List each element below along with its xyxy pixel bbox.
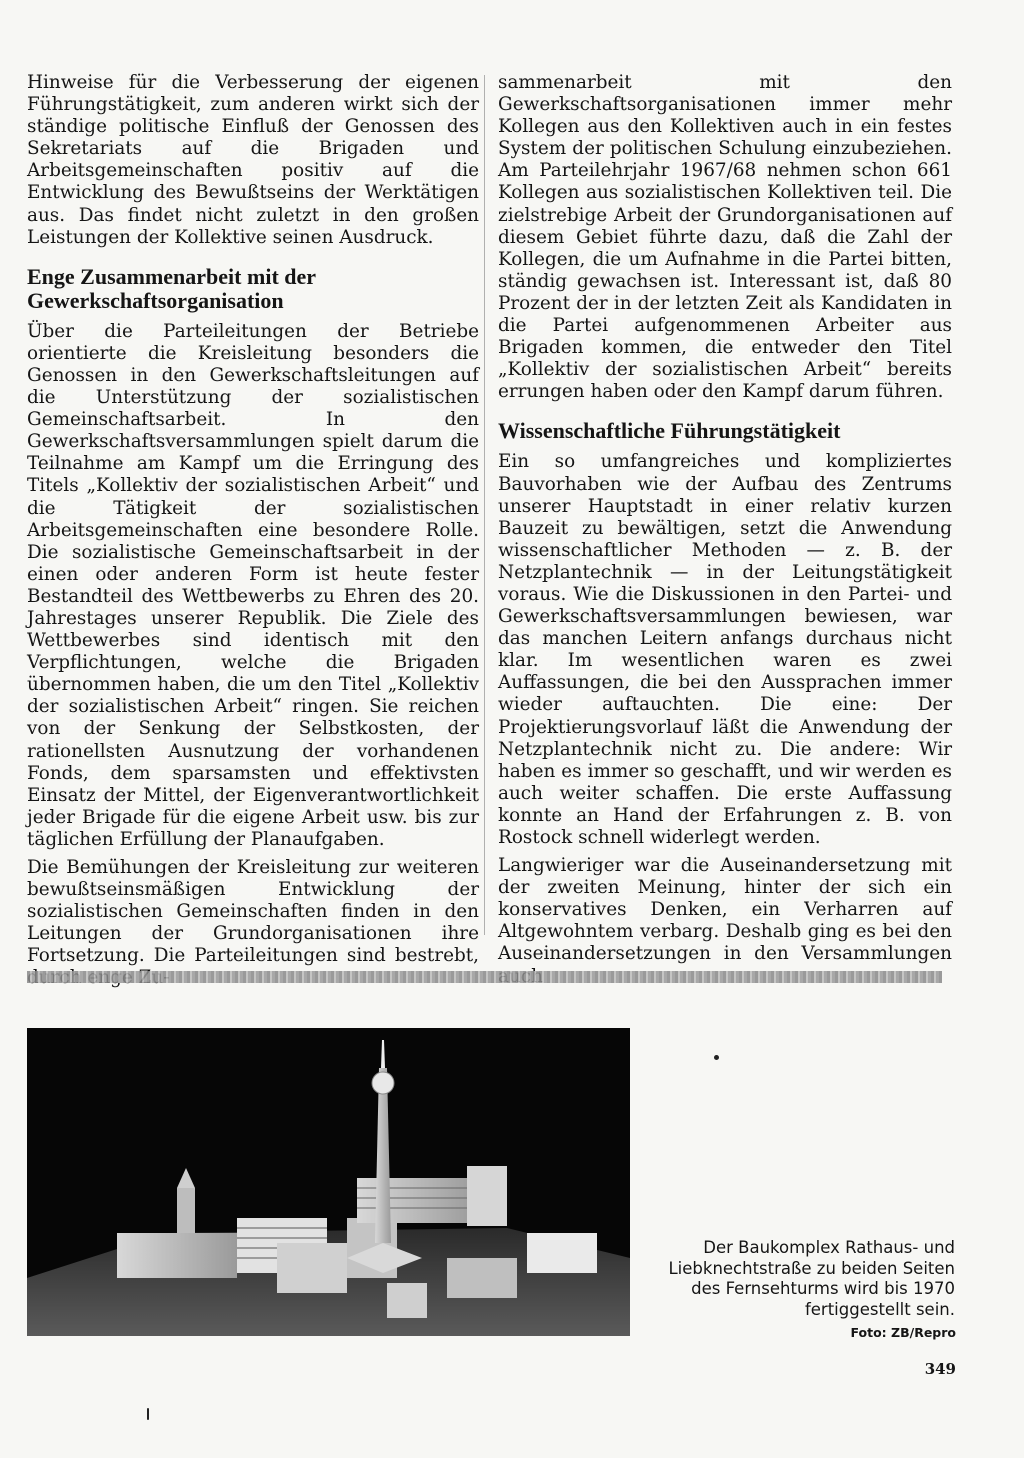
- body-paragraph: sammenarbeit mit den Gewerkschaftsorganisationen immer mehr Kollegen aus den Kollektiven auch in ein festes System der politischen Schulung einzubeziehen. Am Parteilehrjahr 1967/68 nehmen schon 661 Kollegen aus sozialistischen Kollektiven teil. Die zielstrebige Arbeit der Grundorganisationen auf diesem Gebiet führte dazu, daß die Zahl der Kollegen, die um Aufnahme in die Partei bitten, ständig gewachsen ist. Interessant ist, daß 80 Prozent der in der letzten Zeit als Kandidaten in die Partei aufgenommenen Arbeiter aus Brigaden kommen, die entweder den Titel „Kollektiv der sozialistischen Arbeit“ bereits errungen haben oder den Kampf darum führen.: [498, 72, 952, 403]
- page-number: 349: [924, 1360, 956, 1378]
- body-paragraph: Ein so umfangreiches und kompliziertes Bauvorhaben wie der Aufbau des Zentrums unserer Hauptstadt in einer relativ kurzen Bauzeit zu bewältigen, setzt die Anwendung wissenschaftlicher Methoden — z. B. der Netzplantechnik — in der Leitungstätigkeit voraus. Wie die Diskussionen in den Partei- und Gewerkschaftsversammlungen bewiesen, war das manchen Leitern anfangs durchaus nicht klar. Im wesentlichen waren es zwei Auffassungen, die bei den Aussprachen immer wieder auftauchten. Die eine: Der Projektierungsvorlauf läßt die Anwendung der Netzplantechnik nicht zu. Die andere: Wir haben es immer so geschafft, und wir werden es auch weiter schaffen. Die erste Auffassung konnte an Hand der Erfahrungen z. B. von Rostock schnell widerlegt werden.: [498, 451, 952, 848]
- photo-credit: Foto: ZB/Repro: [850, 1325, 956, 1340]
- photo-caption: Der Baukomplex Rathaus- und Liebknechtstraße zu beiden Seiten des Fernsehturms wird bis 1970 fertiggestellt sein.: [668, 1238, 955, 1319]
- section-heading: Wissenschaftliche Führungstätigkeit: [498, 418, 841, 444]
- tv-tower-model-illustration: [27, 1028, 630, 1336]
- right-column: [498, 72, 952, 994]
- section-heading: Enge Zusammenarbeit mit der Gewerkschaftsorganisation: [27, 263, 316, 313]
- column-rule: [484, 75, 485, 935]
- architectural-model-photo: [27, 1028, 630, 1336]
- body-paragraph: Hinweise für die Verbesserung der eigenen Führungstätigkeit, zum anderen wirkt sich der ständige politische Einfluß der Genossen des Sekretariats auf die Brigaden und Arbeitsgemeinschaften positiv auf die Entwicklung des Bewußtseins der Werktätigen aus. Das findet nicht zuletzt in den großen Leistungen der Kollektive seinen Ausdruck.: [27, 72, 479, 248]
- left-column: [27, 72, 479, 996]
- halftone-divider: [27, 971, 942, 983]
- print-speck: [714, 1055, 719, 1060]
- body-paragraph: Die Bemühungen der Kreisleitung zur weiteren bewußtseinsmäßigen Entwicklung der sozialistischen Gemeinschaften finden in den Leitungen der Grundorganisationen ihre Fortsetzung. Die Parteileitungen sind bestrebt,: [27, 857, 479, 967]
- body-paragraph: Über die Parteileitungen der Betriebe orientierte die Kreisleitung besonders die Genossen in den Gewerkschaftsleitungen auf die Unterstützung der sozialistischen Gemeinschaftsarbeit. In den Gewerkschaftsversammlungen spielt darum die Teilnahme am Kampf um die Erringung des Titels „Kollektiv der sozialistischen Arbeit“ und die Tätigkeit der sozialistischen Arbeitsgemeinschaften eine besondere Rolle. Die sozialistische Gemeinschaftsarbeit in der einen oder anderen Form ist heute fester Bestandteil des Wettbewerbs zu Ehren des 20. Jahrestages unserer Republik. Die Ziele des Wettbewerbes sind identisch mit den Verpflichtungen, welche die Brigaden übernommen haben, die um den Titel „Kollektiv der sozialistischen Arbeit“ ringen. Sie reichen von der Senkung der Selbstkosten, der rationellsten Ausnutzung der vorhandenen Fonds, dem sparsamsten und effektivsten Einsatz der Mittel, der Eigenverantwortlichkeit jeder Brigade für die eigene Arbeit usw. bis zur täglichen Erfüllung der Planaufgaben.: [27, 320, 479, 850]
- body-paragraph: Langwieriger war die Auseinandersetzung mit der zweiten Meinung, hinter der sich ein konservatives Denken, ein Verharren auf Altgewohntem verbarg. Deshalb ging es bei den Auseinandersetzungen in den Versammlungen: [498, 855, 952, 965]
- print-speck: [147, 1408, 149, 1420]
